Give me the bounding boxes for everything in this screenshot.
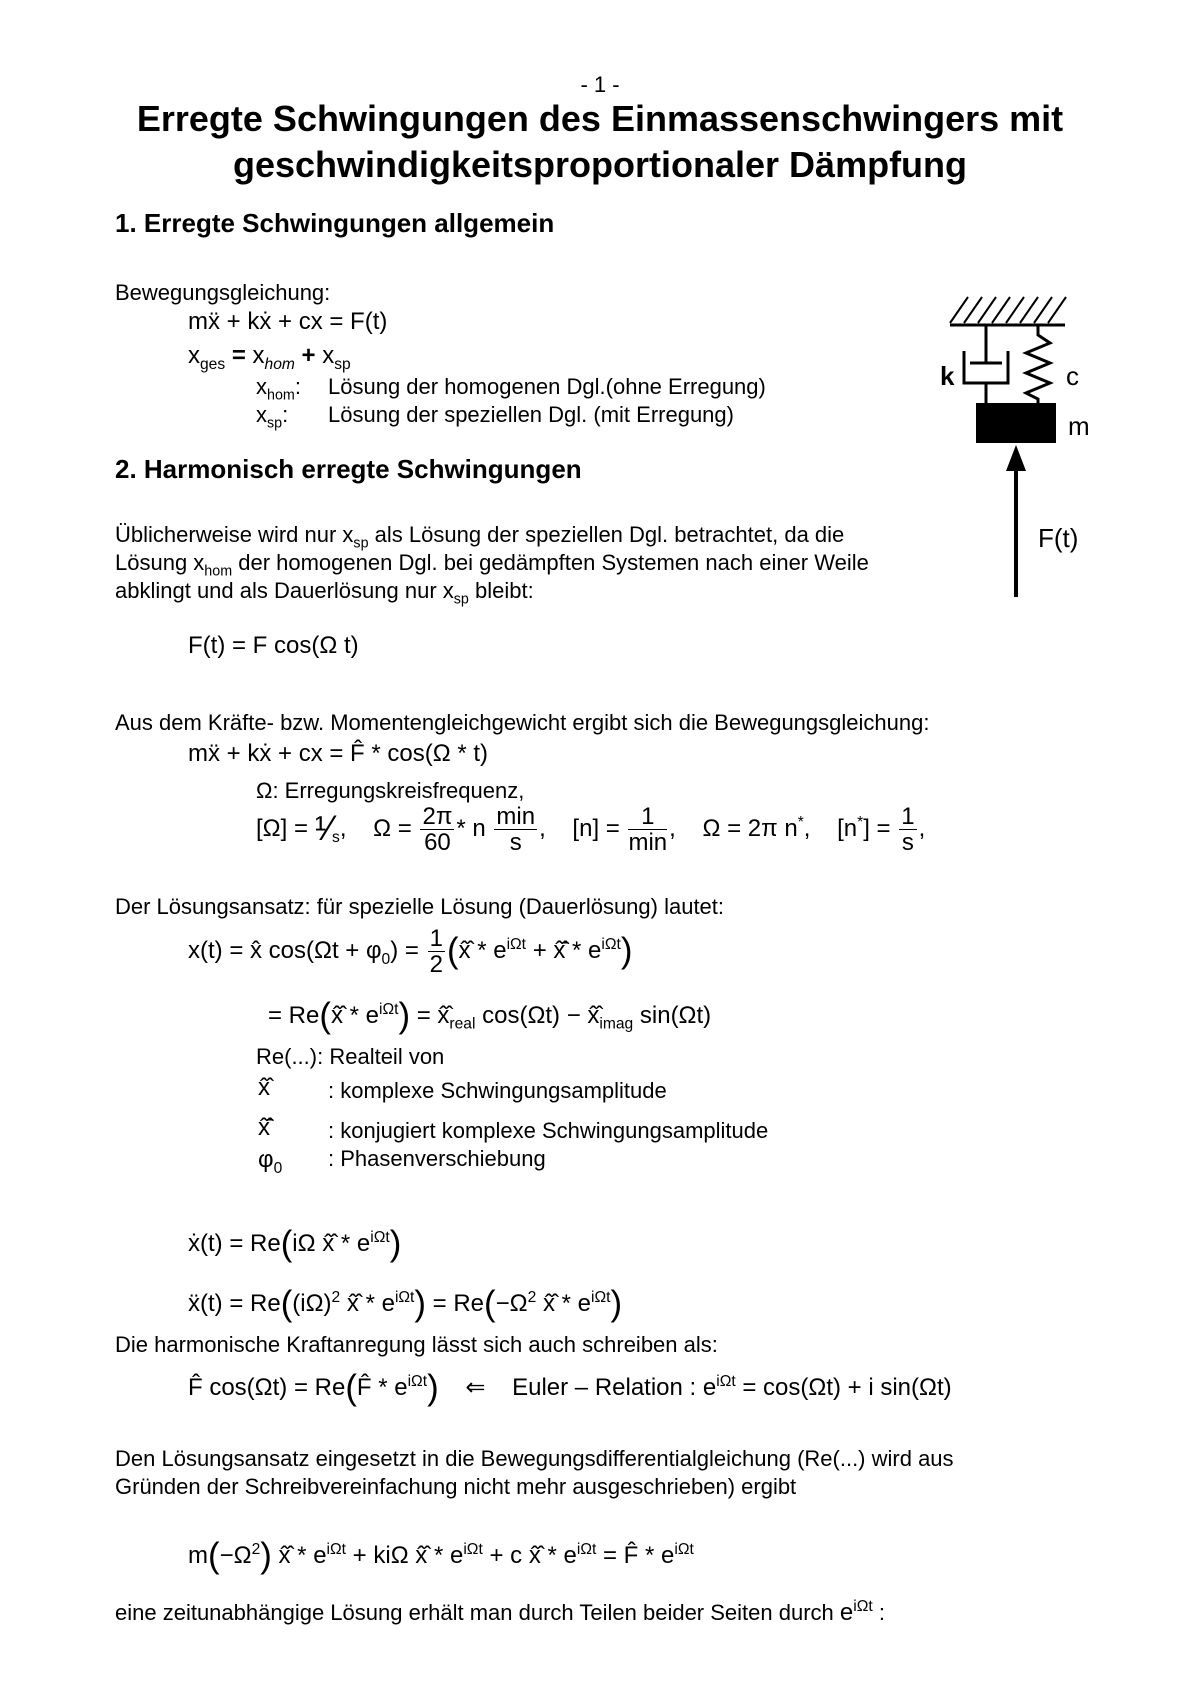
symbol-conjugate-amplitude: x̂̂̄ [258, 1114, 270, 1141]
equation-substituted: $m(-\Omega^2)$ x̂̂ * $e^{i\Omega t} + ki\Omega$ x̂̂ * $e^{i\Omega t} + c$ x̂̂ * $e^{i\Omega t}$ = F̂ * $e^{i\Omega t}$ [188, 1536, 694, 1575]
equation-velocity: ẋ(t) = Re(iΩ x̂̂ * $e^{i\Omega t}$) [188, 1224, 402, 1263]
label-m: m [1068, 411, 1090, 441]
paragraph-3: Der Lösungsansatz: für spezielle Lösung (Dauerlösung) lautet: [115, 894, 725, 919]
equation-ansatz: x(t) = x̂ $\cos(\Omega t + \varphi_0)$ = $\frac{1}{2}$ (x̂̂ * $e^{i\Omega t}$ + x̂̂̄ * $e^{i\Omega t}$) [188, 925, 633, 979]
equation-motion: mẍ + kẋ + cx = F(t) [188, 308, 388, 335]
equation-force: F(t) = F cos(Ω t) [188, 632, 359, 659]
page-title-line1: Erregte Schwingungen des Einmassenschwingers mit [136, 98, 1064, 139]
label-c: c [1066, 361, 1079, 391]
label-k: k [940, 361, 955, 391]
equation-motion-2: mẍ + kẋ + cx = F̂ * cos(Ω * t) [188, 740, 488, 767]
spring-mass-damper-figure [940, 285, 1110, 605]
omega-label: Ω: Erregungskreisfrequenz, [256, 778, 525, 803]
symbol-phase: $\varphi_0$ [258, 1146, 283, 1177]
equation-acceleration: ẍ(t) = $Re((i\Omega)^2$ x̂̂ * $e^{i\Omega t}) = Re(-\Omega^2$ x̂̂ * $e^{i\Omega t}$) [188, 1284, 623, 1323]
paragraph-2: Aus dem Kräfte- bzw. Momentengleichgewicht ergibt sich die Bewegungsgleichung: [115, 710, 930, 735]
section1-heading: 1. Erregte Schwingungen allgemein [115, 208, 555, 238]
paragraph-5-line1: Den Lösungsansatz eingesetzt in die Bewegungsdifferentialgleichung (Re(...) wird aus [115, 1446, 954, 1471]
equation-units: $[\Omega] = ^1⁄_s$, Ω = $\frac{2\pi}{60}$ * n $\frac{\min}{s}$ , [n] = $\frac{1}{\min}$ , Ω = 2π n*, [n*] = $\frac{1}{s}$ , [256, 803, 926, 857]
equation-realpart: = Re(x̂̂ * $e^{i\Omega t}$) = $x̂̂_{real}$ $\cos(\Omega t) - x̂̂_{imag}$ sin(Ωt) [268, 996, 712, 1035]
equation-superposition: $x_{ges} = x_{hom} + x_{sp}$ [188, 342, 351, 373]
re-label: Re(...): Realteil von [256, 1044, 445, 1069]
page-number: - 1 - [580, 72, 620, 97]
spring-icon [1026, 325, 1050, 403]
page-title-line2: geschwindigkeitsproportionaler Dämpfung [232, 144, 968, 185]
def-sp-symbol: $x_{sp}$: [256, 402, 289, 432]
mass-block [976, 403, 1056, 443]
legend-conjugate: : konjugiert komplexe Schwingungsamplitude [328, 1118, 769, 1143]
arrow-up-icon [1006, 445, 1026, 471]
paragraph-4: Die harmonische Kraftanregung lässt sich auch schreiben als: [115, 1332, 718, 1357]
paragraph-6: eine zeitunabhängige Lösung erhält man durch Teilen beider Seiten durch $e^{i\Omega t}$ : [115, 1598, 885, 1626]
legend-phase: : Phasenverschiebung [328, 1146, 546, 1171]
label-force: F(t) [1038, 523, 1079, 553]
paragraph-1-line1: Üblicherweise wird nur $x_{sp}$ als Lösung der speziellen Dgl. betrachtet, da die [115, 522, 845, 552]
paragraph-5-line2: Gründen der Schreibvereinfachung nicht mehr ausgeschrieben) ergibt [115, 1474, 797, 1499]
eq-label: Bewegungsgleichung: [115, 280, 331, 305]
def-sp-desc: Lösung der speziellen Dgl. (mit Erregung) [328, 402, 734, 427]
section2-heading: 2. Harmonisch erregte Schwingungen [115, 454, 582, 484]
def-hom-symbol: $x_{hom}$: [256, 374, 301, 404]
symbol-complex-amplitude: x̂̂ [258, 1074, 270, 1101]
equation-euler: F̂ cos(Ωt) = Re(F̂ * $e^{i\Omega t}$) ⇐ Euler – Relation : $e^{i\Omega t} = \cos(\Omega t) + i$ sin(Ωt) [188, 1368, 952, 1407]
paragraph-1-line2: Lösung $x_{hom}$ der homogenen Dgl. bei gedämpften Systemen nach einer Weile [115, 550, 869, 580]
def-hom-desc: Lösung der homogenen Dgl.(ohne Erregung) [328, 374, 766, 399]
paragraph-1-line3: abklingt und als Dauerlösung nur $x_{sp}$ bleibt: [115, 578, 534, 608]
damper-icon [964, 325, 1008, 403]
legend-complex: : komplexe Schwingungsamplitude [328, 1078, 667, 1103]
